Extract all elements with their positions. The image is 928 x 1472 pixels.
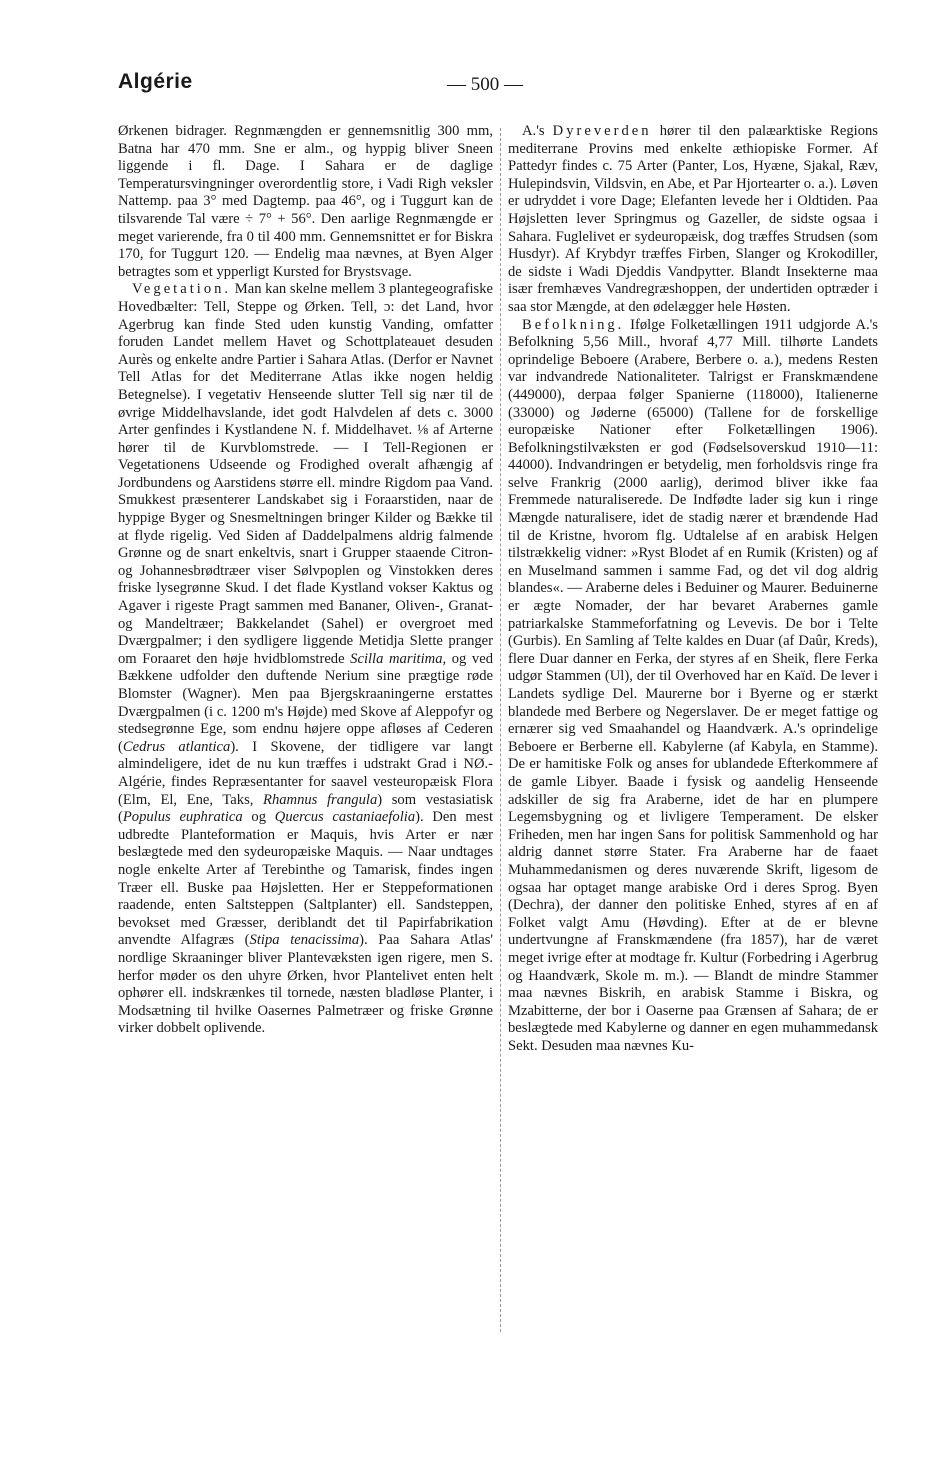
page-header-title: Algérie <box>118 70 193 93</box>
text-segment: Ifølge Folketællingen 1911 udgjorde A.'s Befolkning 5,56 Mill., hvoraf 4,77 Mill. tilhørte Landets oprindelige Beboere (Arabere, Berbere o. a.), medens Resten var indvandrede Nationaliteter. Talrigst er Franskmændene (449000), derpaa følger Spanierne (118000), Italienerne (33000) og Jøderne (65000) (Tallene for de forskellige europæiske Nationer efter Folketællingen 1906). Befolkningstilvæksten er god (Fødselsoverskud 1910—11: 44000). Indvandringen er betydelig, men forholdsvis ringe fra selve Frankrig (2000 aarlig), derimod bliver ikke faa Fremmede naturaliserede. De Indfødte lader sig kun i ringe Mængde naturalisere, idet de stadig nærer et brændende Had til de Kristne, hvorom flg. Udtalelse af en arabisk Helgen tilstrækkelig vidner: »Ryst Blodet af en Rumik (Kristen) og af en Muselmand sammen i samme Fad, og det vil dog aldrig blandes«. — Araberne deles i Beduiner og Maurer. Beduinerne er ægte Nomader, der har bevaret Arabernes gamle patriarkalske Stammeforfatning og Levevis. De bor i Telte (Gurbis). En Samling af Telte kaldes en Duar (af Daûr, Kreds), flere Duar danner en Ferka, der styres af en Sheik, flere Ferka udgør Stammen (Ul), der til Overhoved har en Kaïd. De lever i Landets sydlige Del. Maurerne bor i Byerne og er stærkt blandede med Berbere og Negerslaver. De er meget fattige og ernærer sig ved Smaahandel og Haandværk. A.'s oprindelige Beboere er Berberne ell. Kabylerne (af Kabyla, en Stamme). De er hamitiske Folk og anses for ublandede Efterkommere af de gamle Libyer. Baade i fysisk og aandelig Henseende adskiller de sig fra Araberne, idet de har en plumpere Legemsbygning og et livligere Temperament. De elsker Friheden, men har ingen Sans for politisk Sammenhold og har aldrig dannet større Stater. Fra Araberne har de faaet Muhammedanismen og deres nuværende Skrift, ligesom de ogsaa har optaget mange arabiske Ord i deres Sprog. Byen (Dechra), der danner den politiske Enhed, styres af en af Folket valgt Amu (Høvding). Efter at de er blevne undertvungne af Franskmændene (fra 1857), har de været meget ivrige efter at modtage fr. Kultur (Forbedring i Agerbrug og Haandværk, Skole m. m.). — Blandt de mindre Stammer maa nævnes Biskrih, en arabisk Stamme i Biskra, og Mzabitterne, der bor i Oaserne paa Grænsen af Sahara; de er beslægtede med Kabylerne og danner en egen muhammedansk Sekt. Desuden maa nævnes Ku- <box>508 316 878 1054</box>
species-name: Rhamnus frangula <box>263 791 378 808</box>
text-segment: ) som vestasiatisk ( <box>118 791 493 826</box>
text-segment: ). Paa Sahara Atlas' nordlige Skraaninger bliver Plantevæksten igen rigere, men S. herfor møder os den uhyre Ørken, hvor Plantelivet enten helt ophører ell. indskrænkes til tornede, næsten bladløse Planter, i Modsætning til hvilke Oasernes Palmetræer og friske Grønne virker dobbelt oplivende. <box>118 932 494 1037</box>
text-segment: A.'s <box>522 123 553 139</box>
column-divider <box>500 128 501 1332</box>
paragraph-climate: Ørkenen bidrager. Regnmængden er gennemsnitlig 300 mm, Batna har 470 mm. Sne er alm., og hyppig bliver Sneen liggende i fl. Dage. I Sahara er de daglige Temperatursvingninger overordentlig store, i Vadi Righ veksler Nattemp. paa 3° med Dagtemp. paa 46°, og i Tuggurt kan de tilsvarende Tal være ÷ 7° + 56°. Den aarlige Regnmængde er meget varierende, fra 0 til 400 mm. Gennemsnittet er for Biskra 170, for Tuggurt 120. — Endelig maa nævnes, at Byen Alger betragtes som et ypperligt Kursted for Brystsvage. <box>118 123 493 280</box>
text-segment: ). I Skovene, der tidligere var langt almindeligere, idet de nu kun træffes i udstrakt Grad i NØ.-Algérie, findes Repræsentanter for saavel vesteuropæisk Flora (Elm, El, Ene, Taks, <box>118 738 493 808</box>
paragraph-fauna <box>508 123 878 317</box>
page-number: — 500 — <box>447 74 523 95</box>
right-column <box>508 123 878 1055</box>
species-name: Scilla maritima, <box>350 650 447 667</box>
left-column <box>118 123 493 1038</box>
paragraph-population <box>508 317 878 1056</box>
species-name: Populus euphratica <box>122 809 243 826</box>
text-segment: Man kan skelne mellem 3 plantegeografiske Hovedbælter: Tell, Steppe og Ørken. Tell, ɔ: det Land, hvor Agerbrug kan finde Sted uden kunstig Vanding, omfatter foruden Landet mellem Havet og Schottplateauet desuden Aurès og enkelte andre Partier i Sahara Atlas. (Derfor er Navnet Tell Atlas for det Mediterrane Atlas ikke nogen heldig Betegnelse). I vegetativ Henseende slutter Tell sig nær til de øvrige Middelhavslande, idet godt Halvdelen af dets c. 3000 Arter genfindes i Kystlandene N. f. Middelhavet. ⅛ af Arterne hører til de Kurvblomstrede. — I Tell-Regionen er Vegetationens Udseende og Frodighed overalt afhængig af Jordbundens og Aarstidens større ell. mindre Rigdom paa Vand. Smukkest præsenterer Landskabet sig i Foraarstiden, naar de hyppige Byger og Snesmeltningen bringer Kilder og Bække til at flyde rigelig. Ved Siden af Daddelpalmens aldrig falmende Grønne og de snart enkeltvis, snart i Grupper staaende Citron- og Johannesbrødtræer viser Sølvpoplen og Vinstokken deres friske lysegrønne Skud. I det flade Kystland vokser Kaktus og Agaver i rigeste Pragt sammen med Bananer, Oliven-, Granat- og Mandeltræer; Bakkelandet (Sahel) er overgroet med Dværgpalmer; i den sydligere liggende Metidja Slette pranger om Foraaret den høje hvidblomstrede <box>118 281 493 667</box>
species-name: Cedrus atlantica <box>122 738 231 755</box>
text-segment: hører til den palæarktiske Regions mediterrane Provins med enkelte æthiopiske Former. Af Pattedyr findes c. 75 Arter (Panter, Los, Hyæne, Sjakal, Ræv, Hulepindsvin, Vildsvin, en Abe, et Par Hjortearter o. a.). Løven er udryddet i vore Dage; Elefanten levede her i Oldtiden. Paa Højsletten lever Springmus og Gazeller, de sidste ogsaa i Sahara. Fuglelivet er sydeuropæisk, dog træffes Strudsen (som Husdyr). Af Krybdyr træffes Firben, Slanger og Krokodiller, de sidste i Wadi Djeddis Vandpytter. Blandt Insekterne maa især fremhæves Vandregræshoppen, der undertiden optræder i saa stor Mængde, at den ødelægger hele Høsten. <box>508 123 878 315</box>
species-name: Quercus castaniaefolia <box>274 809 416 826</box>
text-segment: og <box>242 809 275 826</box>
species-name: Stipa tenacissima <box>249 932 360 949</box>
paragraph-vegetation <box>118 281 493 1038</box>
section-heading-vegetation: Vegetation. <box>132 281 232 298</box>
section-heading-fauna: Dyreverden <box>552 123 652 139</box>
section-heading-population: Befolkning. <box>522 316 625 333</box>
text-segment: ). Den mest udbredte Planteformation er Maquis, hvis Arter er nær beslægtede med den sydeuropæiske Maquis. — Naar undtages nogle enkelte Arter af Terebinthe og Tamarisk, findes ingen Træer ell. Buske paa Højsletten. Her er Steppeformationen raadende, enten Saltsteppen (Saltplanter) ell. Sandsteppen, bevokset med Græsser, deriblandt det til Papirfabrikation anvendte Alfagræs ( <box>118 809 493 949</box>
text-segment: og ved Bækkene udfolder den duftende Nerium sine prægtige røde Blomster (Wagner). Men paa Bjergskraaningerne erstattes Dværgpalmen (i c. 1200 m's Højde) med Skove af Aleppofyr og stedsegrønne Ege, som endnu højere oppe afløses af Cederen ( <box>118 650 493 755</box>
